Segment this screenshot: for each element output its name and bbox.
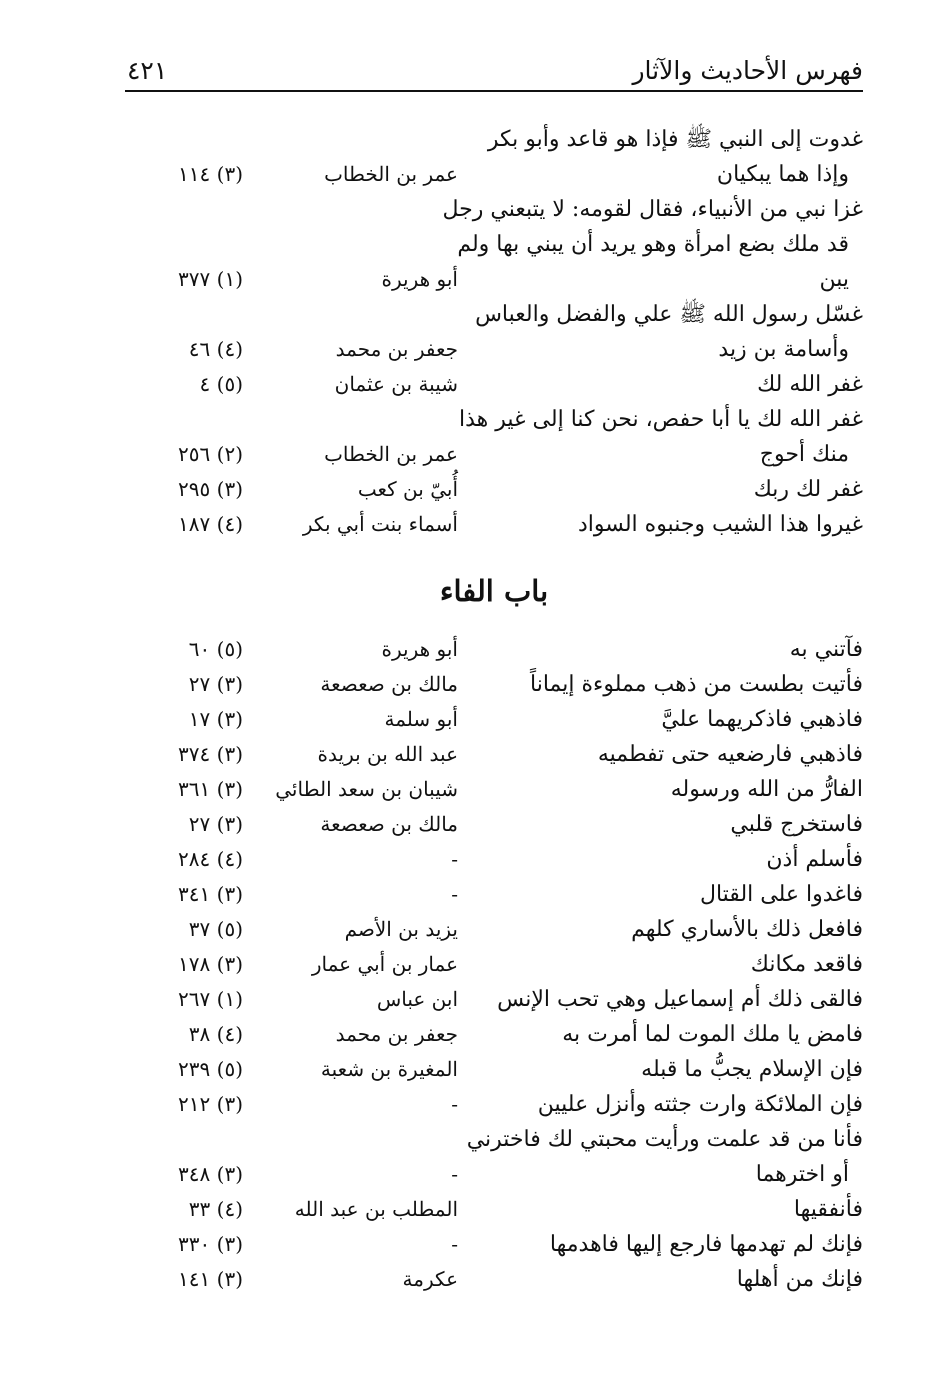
- entry-text: غيروا هذا الشيب وجنبوه السواد: [577, 512, 863, 537]
- entry-reference: (٥) ٣٧: [188, 917, 243, 941]
- entry-reference: (٤) ٣٨: [188, 1022, 243, 1046]
- index-entry: [125, 702, 863, 737]
- entry-narrator: عكرمة: [402, 1267, 458, 1291]
- entry-reference: (٣) ١٧: [188, 707, 243, 731]
- entry-reference: (٣) ٣٤١: [178, 882, 243, 906]
- entry-reference: (٤) ٤٦: [188, 337, 243, 361]
- entry-text: فالقى ذلك أم إسماعيل وهي تحب الإنس: [497, 987, 863, 1012]
- entry-narrator: أبو سلمة: [384, 707, 458, 731]
- entry-reference: (٣) ٣٦١: [178, 777, 243, 801]
- entry-narrator: عمر بن الخطاب: [324, 442, 458, 466]
- entry-reference: (٥) ٦٠: [188, 637, 243, 661]
- entry-narrator: -: [451, 1232, 458, 1256]
- entry-narrator: مالك بن صعصعة: [320, 812, 458, 836]
- index-entry: [125, 1192, 863, 1227]
- entry-text: الفارُّ من الله ورسوله: [670, 777, 863, 802]
- entry-reference: (٣) ٢١٢: [178, 1092, 243, 1116]
- entry-text: منك أحوج: [759, 442, 849, 467]
- entry-text: فأتيت بطست من ذهب مملوءة إيماناً: [530, 672, 863, 697]
- entry-narrator: ابن عباس: [376, 987, 458, 1011]
- entry-reference: (٣) ٢٧: [188, 812, 243, 836]
- index-entry: [125, 1227, 863, 1262]
- index-entry: [125, 507, 863, 542]
- entry-text: فأنفقيها: [793, 1197, 863, 1222]
- entry-narrator: أبو هريرة: [381, 267, 458, 291]
- index-entry: [125, 1017, 863, 1052]
- entry-text: فاذهبي فارضعيه حتى تفطميه: [597, 742, 863, 767]
- entry-narrator: عمار بن أبي عمار: [311, 952, 458, 976]
- entry-narrator: مالك بن صعصعة: [320, 672, 458, 696]
- entry-narrator: -: [451, 1162, 458, 1186]
- entry-text: فاذهبي فاذكريهما عليَّ: [661, 707, 863, 732]
- index-entry: [125, 297, 863, 367]
- entry-text: غفر لك ربك: [753, 477, 863, 502]
- entry-narrator: -: [451, 1092, 458, 1116]
- entry-reference: (٢) ٢٥٦: [178, 442, 243, 466]
- entry-text: فإنك من أهلها: [736, 1267, 863, 1292]
- entry-narrator: عمر بن الخطاب: [324, 162, 458, 186]
- index-entry: [125, 472, 863, 507]
- entry-narrator: شيبان بن سعد الطائي: [275, 777, 458, 801]
- page-header: [125, 52, 863, 92]
- entry-reference: (٤) ٢٨٤: [178, 847, 243, 871]
- entry-text: غفر الله لك: [757, 372, 863, 397]
- entry-reference: (٣) ١١٤: [178, 162, 243, 186]
- entry-text: فاستخرج قلبي: [730, 812, 863, 837]
- entry-reference: (٣) ١٧٨: [178, 952, 243, 976]
- entry-reference: (٤) ١٨٧: [178, 512, 243, 536]
- index-entry: [125, 737, 863, 772]
- fa-section: [125, 632, 863, 1297]
- index-entry: [125, 807, 863, 842]
- entry-reference: (٣) ٣٧٤: [178, 742, 243, 766]
- entry-text: قد ملك بضع امرأة وهو يريد أن يبني بها ولم: [457, 232, 849, 257]
- entry-text: وإذا هما يبكيان: [716, 162, 849, 187]
- entry-reference: (٤) ٣٣: [188, 1197, 243, 1221]
- entry-reference: (٥) ٤: [199, 372, 243, 396]
- entry-text: غزا نبي من الأنبياء، فقال لقومه: لا يتبعني رجل: [442, 197, 863, 222]
- ghain-section: [125, 122, 863, 542]
- entry-narrator: المغيرة بن شعبة: [320, 1057, 458, 1081]
- entry-text: فإن الإسلام يجبُّ ما قبله: [641, 1057, 863, 1082]
- index-entry: [125, 912, 863, 947]
- entry-text: فآتني به: [789, 637, 863, 662]
- entry-narrator: جعفر بن محمد: [335, 337, 458, 361]
- index-entry: [125, 122, 863, 192]
- entry-reference: (١) ٢٦٧: [178, 987, 243, 1011]
- index-entry: [125, 1262, 863, 1297]
- index-entry: [125, 842, 863, 877]
- entry-text: يبن: [819, 267, 849, 292]
- index-entry: [125, 667, 863, 702]
- entry-text: وأسامة بن زيد: [718, 337, 849, 362]
- page-number: ٤٢١: [127, 56, 168, 85]
- entry-text: فافعل ذلك بالأساري كلهم: [631, 917, 863, 942]
- entry-text: أو اخترهما: [755, 1162, 849, 1187]
- index-entry: [125, 1087, 863, 1122]
- entry-reference: (٣) ٣٤٨: [178, 1162, 243, 1186]
- index-entry: [125, 192, 863, 297]
- entry-narrator: شيبة بن عثمان: [334, 372, 458, 396]
- entry-text: فأنا من قد علمت ورأيت محبتي لك فاخترني: [466, 1127, 863, 1152]
- index-entry: [125, 1052, 863, 1087]
- entry-narrator: أبو هريرة: [381, 637, 458, 661]
- entry-narrator: عبد الله بن بريدة: [317, 742, 458, 766]
- entry-text: فإنك لم تهدمها فارجع إليها فاهدمها: [549, 1232, 863, 1257]
- running-title: فهرس الأحاديث والآثار: [632, 56, 863, 85]
- entry-narrator: أُبيّ بن كعب: [357, 477, 458, 501]
- entry-reference: (١) ٣٧٧: [178, 267, 243, 291]
- entry-narrator: المطلب بن عبد الله: [294, 1197, 458, 1221]
- entry-text: فامض يا ملك الموت لما أمرت به: [562, 1022, 863, 1047]
- index-entry: [125, 947, 863, 982]
- entry-narrator: -: [451, 882, 458, 906]
- entry-text: فاقعد مكانك: [750, 952, 863, 977]
- entry-text: غفر الله لك يا أبا حفص، نحن كنا إلى غير هذا: [459, 407, 863, 432]
- entry-reference: (٥) ٢٣٩: [178, 1057, 243, 1081]
- chapter-heading-fa: باب الفاء: [439, 574, 549, 608]
- index-entry: [125, 632, 863, 667]
- entry-reference: (٣) ١٤١: [178, 1267, 243, 1291]
- entry-narrator: يزيد بن الأصم: [344, 917, 458, 941]
- index-entry: [125, 877, 863, 912]
- entry-text: غدوت إلى النبي ﷺ فإذا هو قاعد وأبو بكر: [487, 127, 863, 152]
- entry-reference: (٣) ٢٩٥: [178, 477, 243, 501]
- entry-text: فإن الملائكة وارت جثته وأنزل عليين: [537, 1092, 863, 1117]
- index-entry: [125, 1122, 863, 1192]
- index-entry: [125, 402, 863, 472]
- entry-text: فأسلم أذن: [766, 847, 863, 872]
- entry-narrator: جعفر بن محمد: [335, 1022, 458, 1046]
- index-entry: [125, 982, 863, 1017]
- index-entry: [125, 367, 863, 402]
- entry-text: فاغدوا على القتال: [699, 882, 863, 907]
- index-entry: [125, 772, 863, 807]
- entry-narrator: أسماء بنت أبي بكر: [302, 512, 458, 536]
- entry-reference: (٣) ٣٣٠: [178, 1232, 243, 1256]
- entry-narrator: -: [451, 847, 458, 871]
- entry-reference: (٣) ٢٧: [188, 672, 243, 696]
- entry-text: غسّل رسول الله ﷺ علي والفضل والعباس: [475, 302, 863, 327]
